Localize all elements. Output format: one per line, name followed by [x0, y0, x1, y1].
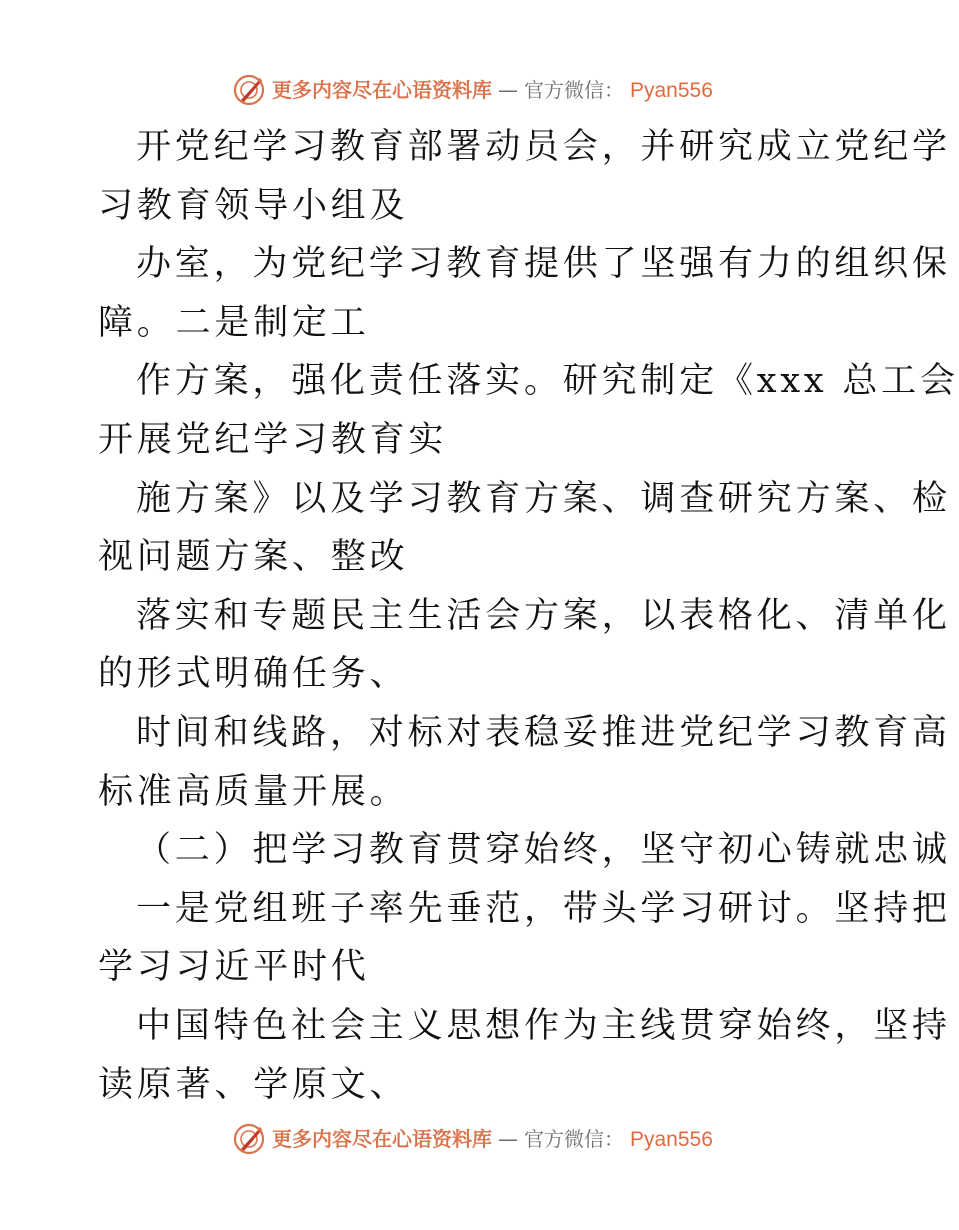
watermark-wechat-id: Pyan556 [630, 78, 713, 102]
watermark-site-text: 更多内容尽在心语资料库 [272, 78, 492, 102]
text-line: 标准高质量开展。 [98, 771, 409, 812]
footer-watermark [232, 1119, 752, 1159]
watermark-dash: — [498, 1127, 518, 1151]
text-line: 读原著、学原文、 [98, 1064, 409, 1105]
text-line: 落实和专题民主生活会方案，以表格化、清单化 [136, 595, 951, 636]
text-line: 视问题方案、整改 [98, 537, 409, 578]
text-line: 作方案，强化责任落实。研究制定《xxx 总工会 [136, 361, 959, 402]
quill-seal-icon [232, 73, 266, 107]
text-line: 习教育领导小组及 [98, 185, 409, 226]
watermark-wechat-id: Pyan556 [630, 1127, 713, 1151]
text-line: 开党纪学习教育部署动员会，并研究成立党纪学 [136, 127, 951, 167]
text-line: 施方案》以及学习教育方案、调查研究方案、检 [136, 478, 951, 519]
watermark-site-text: 更多内容尽在心语资料库 [272, 1127, 492, 1151]
watermark-dash: — [498, 78, 518, 102]
header-watermark [232, 70, 752, 110]
quill-seal-icon [232, 1122, 266, 1156]
document-body [98, 118, 959, 1114]
text-line: 中国特色社会主义思想作为主线贯穿始终，坚持 [136, 1005, 951, 1046]
text-line: 的形式明确任务、 [98, 654, 409, 695]
text-line: 障。二是制定工 [98, 302, 370, 343]
text-line: 学习习近平时代 [98, 947, 370, 988]
section-heading: （二）把学习教育贯穿始终，坚守初心铸就忠诚 [136, 830, 951, 871]
text-line: 开展党纪学习教育实 [98, 419, 448, 460]
watermark-official-label: 官方微信： [524, 78, 624, 102]
watermark-official-label: 官方微信： [524, 1127, 624, 1151]
text-line: 办室，为党纪学习教育提供了坚强有力的组织保 [136, 244, 951, 285]
text-line: 时间和线路，对标对表稳妥推进党纪学习教育高 [136, 712, 951, 753]
text-line: 一是党组班子率先垂范，带头学习研讨。坚持把 [136, 888, 951, 929]
